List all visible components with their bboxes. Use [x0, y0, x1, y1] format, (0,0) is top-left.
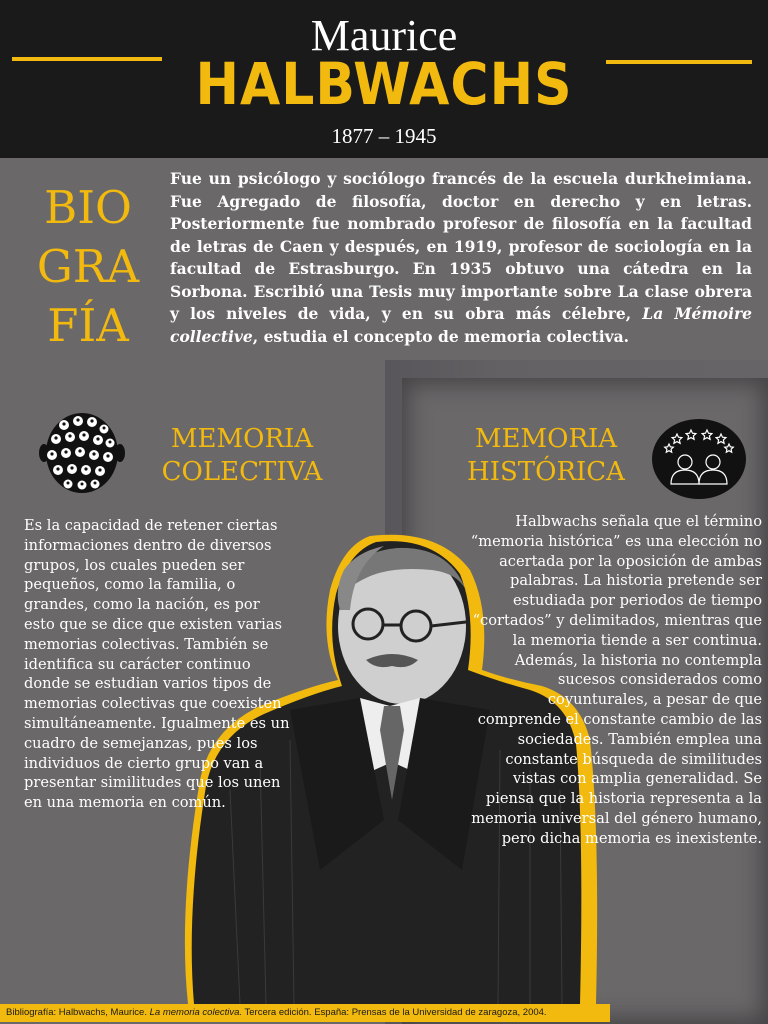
biography-text-part: Fue un psicólogo y sociólogo francés de la escuela durkheimiana. Fue Agregado de filosofía, doctor en derecho y en letras. Posteriormente fue nombrado profesor de filosofía en la facultad de letras de Caen y después, en 1919, profesor de sociología en la facultad de Estrasburgo. En 1935 obtuvo una cátedra en la Sorbona. Escribió una Tesis muy importante sobre La clase obrera y los niveles de vida, y en su obra más célebre, — [170, 169, 752, 323]
memoria-colectiva-text: Es la capacidad de retener ciertas informaciones dentro de diversos grupos, los cuales pueden ser pequeños, como la familia, o grandes, como la nación, es por esto que se dice que existen varias memorias colectivas. También se identifica su carácter continuo donde se estudian varios tipos de memorias colectivas que coexisten simultáneamente. Igualmente es un cuadro de semejanzas, pues los individuos de cierto grupo van a presentar similitudes que los unen en una memoria en común. — [24, 517, 290, 812]
biography-title-line: GRA — [36, 240, 140, 293]
bibliography-prefix: Bibliografía: Halbwachs, Maurice. — [6, 1007, 150, 1018]
first-name: Maurice — [310, 11, 458, 60]
bibliography-suffix: Tercera edición. España: Prensas de la Universidad de zaragoza, 2004. — [242, 1007, 547, 1018]
life-years: 1877 – 1945 — [331, 124, 437, 148]
last-name: HALBWACHS — [195, 51, 573, 119]
biography-text-part: , estudia el concepto de memoria colectiva. — [252, 326, 630, 346]
memoria-historica-title — [446, 423, 646, 489]
biography-title-line: FÍA — [47, 299, 129, 352]
section-title-line: COLECTIVA — [161, 457, 323, 487]
section-title-line: HISTÓRICA — [467, 457, 625, 487]
crowd-head-icon — [38, 407, 126, 495]
biography-text — [170, 168, 752, 348]
bibliography-footer — [0, 1004, 610, 1022]
section-title-line: MEMORIA — [474, 424, 618, 454]
bibliography-book-title: La memoria colectiva. — [149, 1007, 243, 1018]
book-title: La Mémoire collective — [170, 304, 752, 346]
biography-title — [18, 178, 158, 355]
header-band — [0, 0, 768, 158]
biography-title-line: BIO — [44, 181, 132, 234]
people-stars-icon — [651, 418, 747, 500]
memoria-colectiva-title — [142, 423, 342, 489]
memoria-historica-text: Halbwachs señala que el término “memoria histórica” es una elección no acertada por la oposición de ambas palabras. La historia pretende ser estudiada por periodos de tiempo “cortados” y delimitados, mientras que la memoria tiende a ser continua. Además, la historia no contempla sucesos considerados como coyunturales, a pesar de que comprende el constante cambio de las sociedades. También emplea una constante búsqueda de similitudes vistas con amplia generalidad. Se piensa que la historia representa a la memoria universal del género humano, pero dicha memoria es inexistente. — [470, 513, 762, 847]
section-title-line: MEMORIA — [170, 424, 314, 454]
